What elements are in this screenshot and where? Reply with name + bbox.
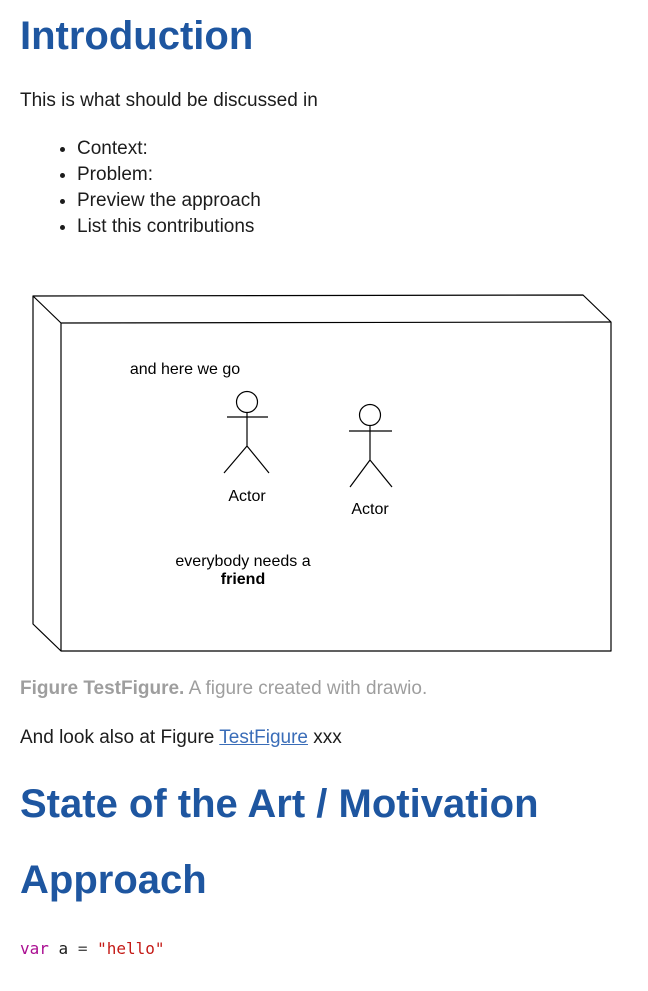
intro-paragraph: This is what should be discussed in	[20, 90, 318, 111]
code-space	[49, 939, 59, 958]
figure-note-top: and here we go	[129, 361, 241, 378]
list-item: • Context:	[77, 136, 630, 162]
heading-introduction: Introduction	[20, 14, 254, 58]
code-block	[20, 939, 630, 959]
actor2-label: Actor	[351, 501, 389, 518]
figure-caption-label: Figure TestFigure.	[20, 678, 185, 699]
list-item: • List this contributions	[77, 214, 630, 240]
heading-approach: Approach	[20, 858, 207, 902]
reference-paragraph	[20, 727, 630, 749]
actor1-figure	[224, 392, 269, 506]
figure-caption	[20, 678, 630, 700]
drawio-figure-canvas	[20, 286, 632, 666]
code-space	[68, 939, 78, 958]
heading-state-of-the-art: State of the Art / Motivation	[20, 782, 539, 826]
list-item: • Preview the approach	[77, 188, 630, 214]
actor1-label: Actor	[228, 488, 266, 505]
actor2-figure	[349, 405, 392, 519]
drawio-figure	[20, 286, 630, 666]
actor1-body	[224, 413, 269, 474]
testfigure-link[interactable]: TestFigure	[219, 727, 308, 748]
code-variable: a	[58, 939, 69, 958]
cube-inner-edges	[33, 296, 611, 651]
discussion-list	[20, 136, 630, 240]
reference-text-after: xxx	[307, 727, 342, 748]
code-string: "hello"	[97, 939, 165, 958]
figure-note-bottom-line2: friend	[220, 571, 266, 588]
code-space	[87, 939, 97, 958]
cube-outer-outline	[33, 295, 611, 651]
list-item: • Problem:	[77, 162, 630, 188]
code-keyword: var	[20, 939, 49, 958]
figure-caption-text: A figure created with drawio.	[184, 678, 428, 699]
code-operator: =	[77, 939, 88, 958]
actor2-body	[349, 426, 392, 488]
actor2-head	[360, 405, 381, 426]
reference-text-before: And look also at Figure	[20, 727, 220, 748]
figure-note-bottom-line1: everybody needs a	[175, 553, 311, 570]
actor1-head	[237, 392, 258, 413]
